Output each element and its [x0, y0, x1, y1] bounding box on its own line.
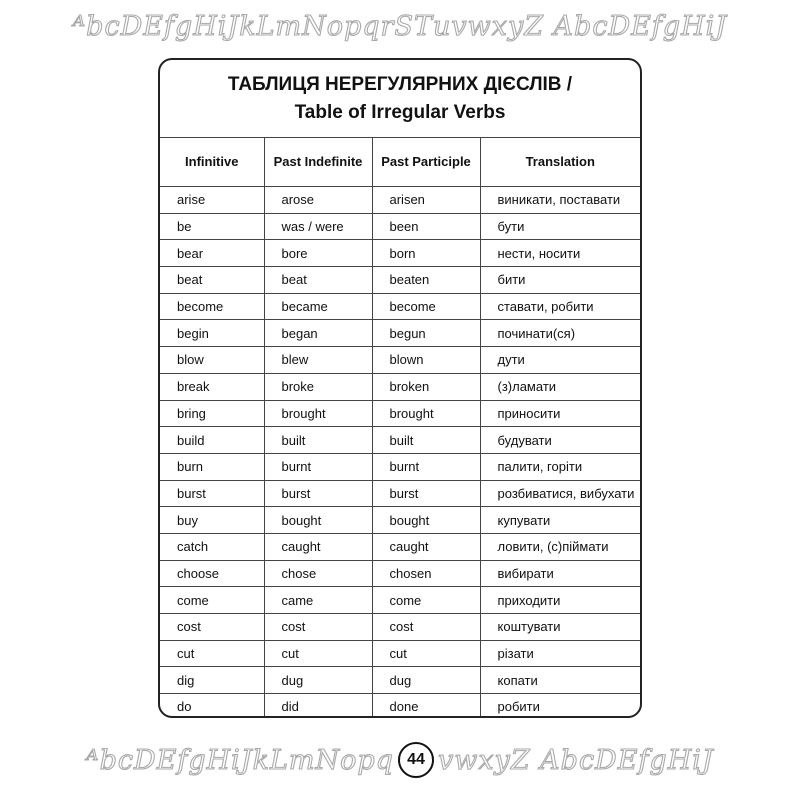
- past-indefinite-cell: dug: [264, 667, 372, 694]
- alphabet-border-text: ᴬbcDEfgHiJkLmNopqrSTuvwxyZ AbcDEfgHiJ: [72, 10, 728, 42]
- translation-cell: коштувати: [480, 614, 640, 641]
- past-indefinite-cell: began: [264, 320, 372, 347]
- past-indefinite-cell: burnt: [264, 453, 372, 480]
- irregular-verbs-card: [158, 58, 642, 718]
- past-indefinite-cell: burst: [264, 480, 372, 507]
- table-row: [160, 507, 640, 534]
- infinitive-cell: cost: [160, 614, 264, 641]
- translation-cell: бути: [480, 213, 640, 240]
- table-row: [160, 587, 640, 614]
- infinitive-cell: do: [160, 694, 264, 718]
- past-participle-cell: become: [372, 293, 480, 320]
- translation-cell: нести, носити: [480, 240, 640, 267]
- table-row: [160, 347, 640, 374]
- translation-cell: бити: [480, 267, 640, 294]
- past-indefinite-cell: bore: [264, 240, 372, 267]
- translation-cell: різати: [480, 640, 640, 667]
- table-row: [160, 400, 640, 427]
- past-participle-cell: brought: [372, 400, 480, 427]
- past-participle-cell: caught: [372, 533, 480, 560]
- header-past-indefinite: Past Indefinite: [264, 138, 372, 187]
- past-participle-cell: cost: [372, 614, 480, 641]
- table-row: [160, 213, 640, 240]
- infinitive-cell: break: [160, 373, 264, 400]
- past-participle-cell: done: [372, 694, 480, 718]
- translation-cell: ставати, робити: [480, 293, 640, 320]
- table-row: [160, 320, 640, 347]
- past-indefinite-cell: brought: [264, 400, 372, 427]
- translation-cell: копати: [480, 667, 640, 694]
- past-indefinite-cell: beat: [264, 267, 372, 294]
- infinitive-cell: blow: [160, 347, 264, 374]
- alphabet-border-text: ᴬbcDEfgHiJkLmNopq: [86, 744, 394, 776]
- table-row: [160, 694, 640, 718]
- title-ukrainian: ТАБЛИЦЯ НЕРЕГУЛЯРНИХ ДІЄСЛІВ /: [227, 73, 573, 95]
- infinitive-cell: cut: [160, 640, 264, 667]
- past-participle-cell: built: [372, 427, 480, 454]
- infinitive-cell: build: [160, 427, 264, 454]
- past-indefinite-cell: came: [264, 587, 372, 614]
- infinitive-cell: be: [160, 213, 264, 240]
- past-participle-cell: arisen: [372, 187, 480, 214]
- page-number: 44: [407, 751, 425, 768]
- translation-cell: починати(ся): [480, 320, 640, 347]
- infinitive-cell: burn: [160, 453, 264, 480]
- infinitive-cell: choose: [160, 560, 264, 587]
- translation-cell: приходити: [480, 587, 640, 614]
- past-indefinite-cell: arose: [264, 187, 372, 214]
- past-indefinite-cell: became: [264, 293, 372, 320]
- irregular-verbs-table: [160, 138, 640, 718]
- past-indefinite-cell: chose: [264, 560, 372, 587]
- past-participle-cell: burnt: [372, 453, 480, 480]
- table-row: [160, 480, 640, 507]
- past-participle-cell: come: [372, 587, 480, 614]
- infinitive-cell: bring: [160, 400, 264, 427]
- table-header-row: [160, 138, 640, 187]
- past-participle-cell: blown: [372, 347, 480, 374]
- table-row: [160, 667, 640, 694]
- past-participle-cell: broken: [372, 373, 480, 400]
- translation-cell: (з)ламати: [480, 373, 640, 400]
- infinitive-cell: begin: [160, 320, 264, 347]
- translation-cell: будувати: [480, 427, 640, 454]
- table-body: [160, 187, 640, 719]
- decorative-alphabet-top: [0, 4, 800, 48]
- infinitive-cell: become: [160, 293, 264, 320]
- past-indefinite-cell: caught: [264, 533, 372, 560]
- past-participle-cell: begun: [372, 320, 480, 347]
- decorative-alphabet-bottom: [0, 738, 800, 782]
- title-english: Table of Irregular Verbs: [294, 101, 506, 123]
- table-row: [160, 614, 640, 641]
- past-indefinite-cell: cost: [264, 614, 372, 641]
- infinitive-cell: burst: [160, 480, 264, 507]
- table-row: [160, 373, 640, 400]
- past-indefinite-cell: did: [264, 694, 372, 718]
- past-indefinite-cell: blew: [264, 347, 372, 374]
- table-row: [160, 427, 640, 454]
- infinitive-cell: bear: [160, 240, 264, 267]
- header-infinitive: Infinitive: [160, 138, 264, 187]
- table-row: [160, 640, 640, 667]
- translation-cell: виникати, поставати: [480, 187, 640, 214]
- infinitive-cell: beat: [160, 267, 264, 294]
- past-participle-cell: beaten: [372, 267, 480, 294]
- past-participle-cell: born: [372, 240, 480, 267]
- table-row: [160, 187, 640, 214]
- table-row: [160, 533, 640, 560]
- translation-cell: розбиватися, вибухати: [480, 480, 640, 507]
- table-row: [160, 240, 640, 267]
- past-participle-cell: been: [372, 213, 480, 240]
- past-indefinite-cell: cut: [264, 640, 372, 667]
- translation-cell: купувати: [480, 507, 640, 534]
- page-number-badge: [398, 742, 434, 778]
- table-row: [160, 453, 640, 480]
- translation-cell: приносити: [480, 400, 640, 427]
- past-indefinite-cell: built: [264, 427, 372, 454]
- alphabet-border-text: vwxyZ AbcDEfgHiJ: [437, 744, 714, 776]
- translation-cell: палити, горіти: [480, 453, 640, 480]
- past-indefinite-cell: broke: [264, 373, 372, 400]
- infinitive-cell: arise: [160, 187, 264, 214]
- translation-cell: робити: [497, 699, 540, 715]
- translation-cell: вибирати: [480, 560, 640, 587]
- table-row: [160, 560, 640, 587]
- header-translation: Translation: [480, 138, 640, 187]
- table-title: [160, 60, 640, 138]
- header-past-participle: Past Participle: [372, 138, 480, 187]
- past-participle-cell: chosen: [372, 560, 480, 587]
- past-participle-cell: bought: [372, 507, 480, 534]
- translation-cell: дути: [480, 347, 640, 374]
- infinitive-cell: dig: [160, 667, 264, 694]
- past-participle-cell: dug: [372, 667, 480, 694]
- table-row: [160, 267, 640, 294]
- past-participle-cell: cut: [372, 640, 480, 667]
- past-participle-cell: burst: [372, 480, 480, 507]
- past-indefinite-cell: was / were: [264, 213, 372, 240]
- infinitive-cell: buy: [160, 507, 264, 534]
- past-indefinite-cell: bought: [264, 507, 372, 534]
- translation-cell: ловити, (с)піймати: [480, 533, 640, 560]
- infinitive-cell: catch: [160, 533, 264, 560]
- table-row: [160, 293, 640, 320]
- infinitive-cell: come: [160, 587, 264, 614]
